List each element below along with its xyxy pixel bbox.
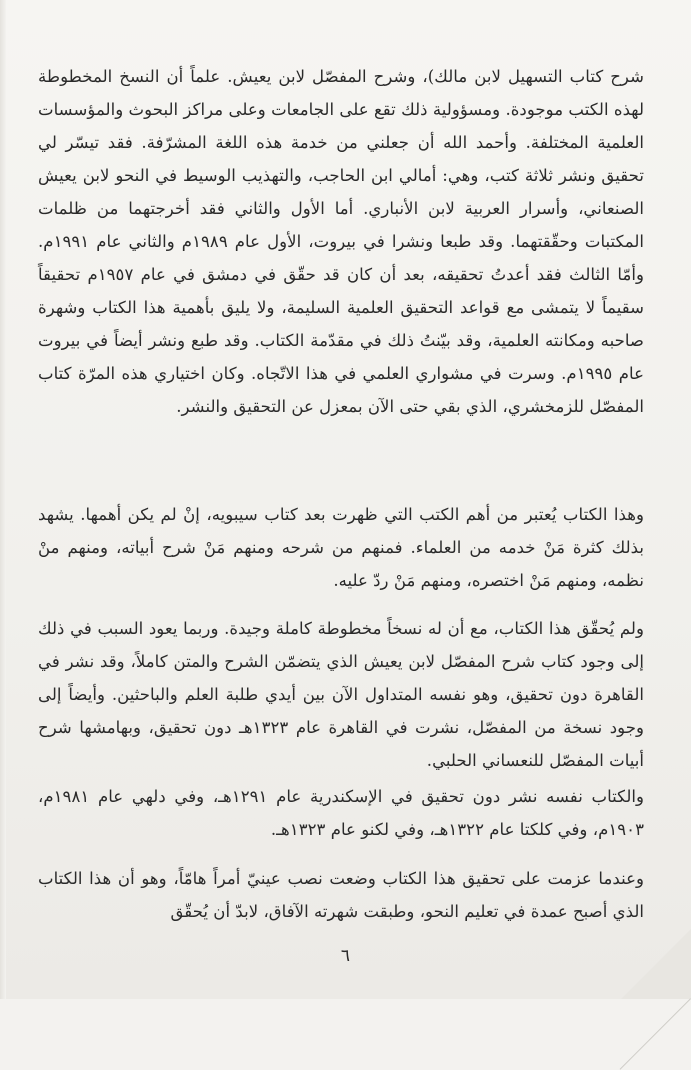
paragraph-text: شرح كتاب التسهيل لابن مالك)، وشرح المفصّل لابن يعيش. علماً أن النسخ المخطوطة لهذه الكتب موجودة. ومسؤولية ذلك تقع على الجامعات وعلى مراكز البحوث والمؤسسات العلمية المختلفة. وأحمد الله أن جعلني من خدمة هذه اللغة المشرّفة. فقد تيسّر لي تحقيق ونشر ثلاثة كتب، وهي: أمالي ابن الحاجب، والتهذيب الوسيط في النحو لابن يعيش الصنعاني، وأسرار العربية لابن الأنباري. أما الأول والثاني فقد أخرجتهما من ظلمات المكتبات وحقّقتهما. وقد طبعا ونشرا في بيروت، الأول عام ١٩٨٩م والثاني عام ١٩٩١م. وأمّا الثالث فقد أعدتُ تحقيقه، بعد أن كان قد حقّق في دمشق في عام ١٩٥٧م تحقيقاً سقيماً لا يتمشى مع قواعد التحقيق العلمية السليمة، ولا يليق بأهمية هذا الكتاب وشهرة صاحبه ومكانته العلمية، وقد بيّنتُ ذلك في مقدّمة الكتاب. وقد طبع ونشر أيضاً في بيروت عام ١٩٩٥م. وسرت في مشواري العلمي في هذا الاتّجاه. وكان اختياري هذه المرّة كتاب المفصّل للزمخشري، الذي بقي حتى الآن بمعزل عن التحقيق والنشر.: [38, 67, 644, 416]
paragraph-4: [38, 780, 644, 846]
page-corner-fold: [621, 929, 691, 999]
paragraph-5: [38, 862, 644, 928]
paragraph-text: وعندما عزمت على تحقيق هذا الكتاب وضعت نصب عينيّ أمراً هامّاً، وهو أن هذا الكتاب الذي أصبح عمدة في تعليم النحو، وطبقت شهرته الآفاق، لابدّ أن يُحقّق: [38, 869, 644, 921]
page-corner-crease: [620, 998, 691, 1069]
paragraph-text: والكتاب نفسه نشر دون تحقيق في الإسكندرية عام ١٢٩١هـ، وفي دلهي عام ١٩٨١م، ١٩٠٣م، وفي كلكتا عام ١٣٢٢هـ، وفي لكنو عام ١٣٢٣هـ.: [38, 787, 644, 839]
page-number: ٦: [340, 946, 351, 966]
paragraph-text: ولم يُحقّق هذا الكتاب، مع أن له نسخاً مخطوطة كاملة وجيدة. وربما يعود السبب في ذلك إلى وجود كتاب شرح المفصّل لابن يعيش الذي يتضمّن الشرح والمتن كاملاً، وقد نشر في القاهرة دون تحقيق، وهو نفسه المتداول الآن بين أيدي طلبة العلم والباحثين. وأيضاً إلى وجود نسخة من المفصّل، نشرت في القاهرة عام ١٣٢٣هـ دون تحقيق، وبهامشها شرح أبيات المفصّل للنعساني الحلبي.: [38, 619, 645, 770]
paragraph-text: وهذا الكتاب يُعتبر من أهم الكتب التي ظهرت بعد كتاب سيبويه، إنْ لم يكن أهمها. يشهد بذلك كثرة مَنْ خدمه من العلماء. فمنهم من شرحه ومنهم مَنْ شرح أبياته، ومنهم منْ نظمه، ومنهم مَنْ اختصره، ومنهم مَنْ ردّ عليه.: [38, 505, 644, 590]
paragraph-3: [38, 612, 644, 777]
page-binding-edge: [0, 0, 6, 999]
paragraph-2: [38, 498, 644, 597]
paragraph-1: [38, 60, 644, 423]
